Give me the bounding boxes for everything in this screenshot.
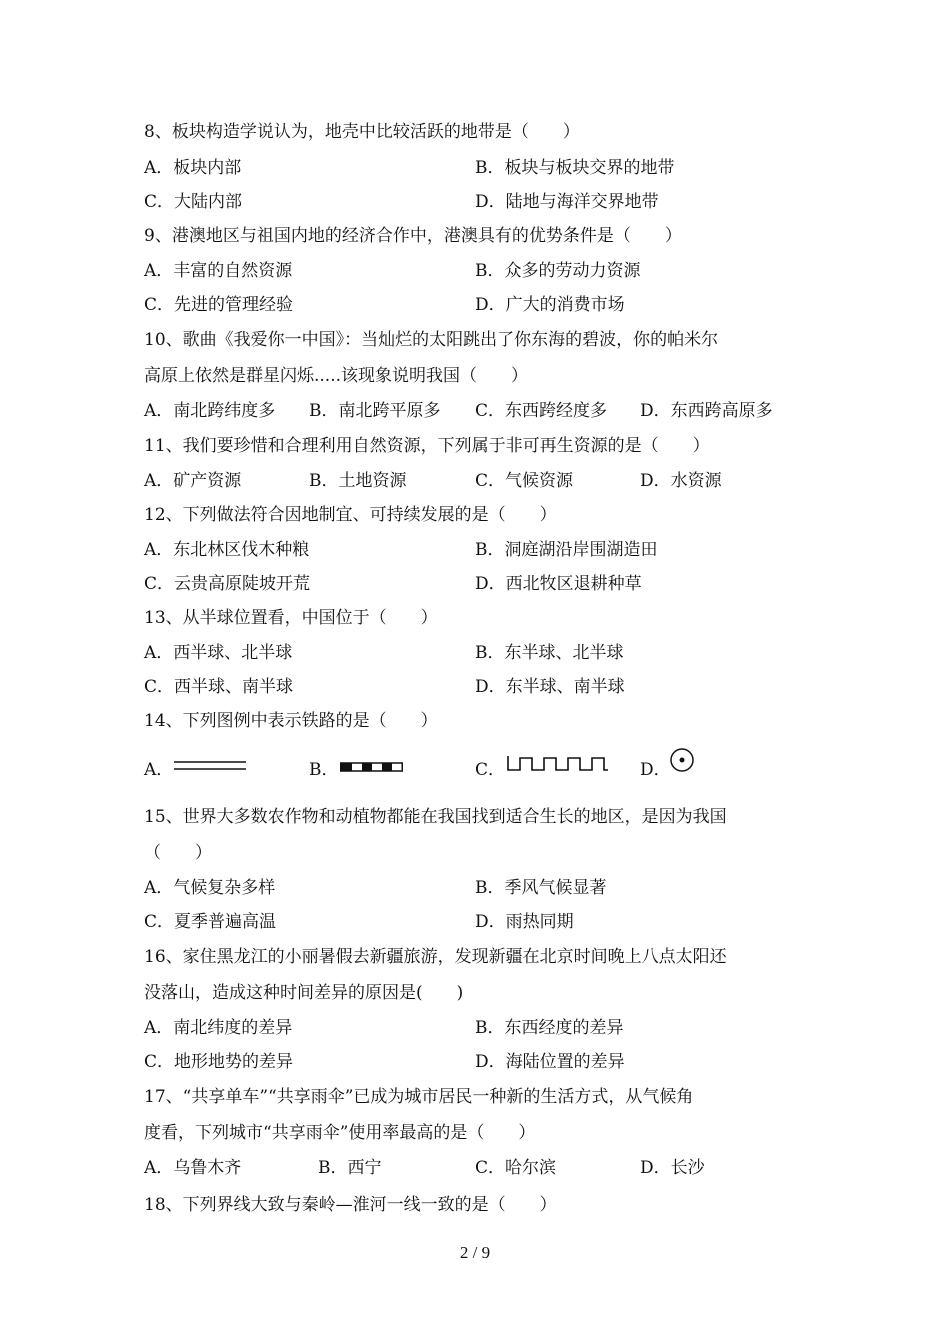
map-symbol-great-wall (507, 752, 609, 774)
map-symbol-double-line (174, 759, 246, 773)
question-10-stem-line-2: 高原上依然是群星闪烁.....该现象说明我国（ ） (144, 366, 529, 386)
question-8-option-a: A．板块内部 (144, 158, 242, 178)
question-15-option-d: D．雨热同期 (475, 912, 574, 932)
question-15-option-c: C．夏季普遍高温 (144, 912, 277, 932)
question-17-option-a: A．乌鲁木齐 (144, 1158, 242, 1178)
question-17-option-d: D．长沙 (640, 1158, 705, 1178)
question-16-option-b: B．东西经度的差异 (475, 1018, 624, 1038)
question-16-stem-line-2: 没落山，造成这种时间差异的原因是( ) (144, 983, 464, 1003)
question-16-option-a: A．南北纬度的差异 (144, 1018, 293, 1038)
question-16-option-d: D．海陆位置的差异 (475, 1052, 625, 1072)
question-13-option-c: C．西半球、南半球 (144, 677, 294, 697)
question-10-option-a: A．南北跨纬度多 (144, 401, 276, 421)
question-13-option-a: A．西半球、北半球 (144, 643, 293, 663)
question-15-option-b: B．季风气候显著 (475, 878, 607, 898)
question-12-option-d: D．西北牧区退耕种草 (475, 574, 642, 594)
question-13-option-b: B．东半球、北半球 (475, 643, 624, 663)
question-13-stem: 13、从半球位置看，中国位于（ ） (144, 608, 438, 628)
question-9-option-c: C．先进的管理经验 (144, 295, 294, 315)
question-11-option-d: D．水资源 (640, 471, 722, 491)
question-14-option-d: D． (640, 760, 671, 780)
question-8-stem: 8、板块构造学说认为，地壳中比较活跃的地带是（ ） (144, 122, 580, 142)
page-number: 2 / 9 (459, 1243, 491, 1262)
question-11-option-a: A．矿产资源 (144, 471, 242, 491)
question-10-stem-line-1: 10、歌曲《我爱你一中国》：当灿烂的太阳跳出了你东海的碧波，你的帕米尔 (144, 330, 719, 350)
question-14-option-c: C． (475, 760, 506, 780)
question-11-stem: 11、我们要珍惜和合理利用自然资源，下列属于非可再生资源的是（ ） (144, 436, 710, 456)
question-9-option-b: B．众多的劳动力资源 (475, 261, 641, 281)
question-14-stem: 14、下列图例中表示铁路的是（ ） (144, 711, 438, 731)
question-8-option-d: D．陆地与海洋交界地带 (475, 192, 659, 212)
question-17-stem-line-2: 度看，下列城市“共享雨伞”使用率最高的是（ ） (144, 1123, 536, 1143)
question-15-option-a: A．气候复杂多样 (144, 878, 276, 898)
question-9-option-a: A．丰富的自然资源 (144, 261, 293, 281)
question-14-option-a: A． (144, 760, 174, 780)
question-17-option-b: B．西宁 (318, 1158, 382, 1178)
question-10-option-c: C．东西跨经度多 (475, 401, 608, 421)
question-11-option-c: C．气候资源 (475, 471, 574, 491)
question-16-stem-line-1: 16、家住黑龙江的小丽暑假去新疆旅游，发现新疆在北京时间晚上八点太阳还 (144, 947, 727, 967)
question-9-option-d: D．广大的消费市场 (475, 295, 625, 315)
question-8-option-b: B．板块与板块交界的地带 (475, 158, 675, 178)
question-10-option-d: D．东西跨高原多 (640, 401, 773, 421)
question-9-stem: 9、港澳地区与祖国内地的经济合作中，港澳具有的优势条件是（ ） (144, 226, 682, 246)
question-10-option-b: B．南北跨平原多 (309, 401, 441, 421)
question-16-option-c: C．地形地势的差异 (144, 1052, 294, 1072)
map-symbol-railway (340, 761, 403, 773)
question-18-stem: 18、下列界线大致与秦岭—淮河一线一致的是（ ） (144, 1195, 557, 1215)
question-11-option-b: B．土地资源 (309, 471, 407, 491)
question-8-option-c: C．大陆内部 (144, 192, 243, 212)
question-12-option-a: A．东北林区伐木种粮 (144, 540, 310, 560)
question-13-option-d: D．东半球、南半球 (475, 677, 625, 697)
question-15-stem-line-2: （ ） (144, 843, 212, 863)
question-15-stem-line-1: 15、世界大多数农作物和动植物都能在我国找到适合生长的地区，是因为我国 (144, 807, 727, 827)
map-symbol-capital (669, 747, 695, 773)
question-17-option-c: C．哈尔滨 (475, 1158, 557, 1178)
question-14-option-b: B． (309, 760, 339, 780)
question-12-option-b: B．洞庭湖沿岸围湖造田 (475, 540, 658, 560)
question-17-stem-line-1: 17、“共享单车”“共享雨伞”已成为城市居民一种新的生活方式，从气候角 (144, 1087, 694, 1107)
question-12-option-c: C．云贵高原陡坡开荒 (144, 574, 311, 594)
question-12-stem: 12、下列做法符合因地制宜、可持续发展的是（ ） (144, 505, 557, 525)
